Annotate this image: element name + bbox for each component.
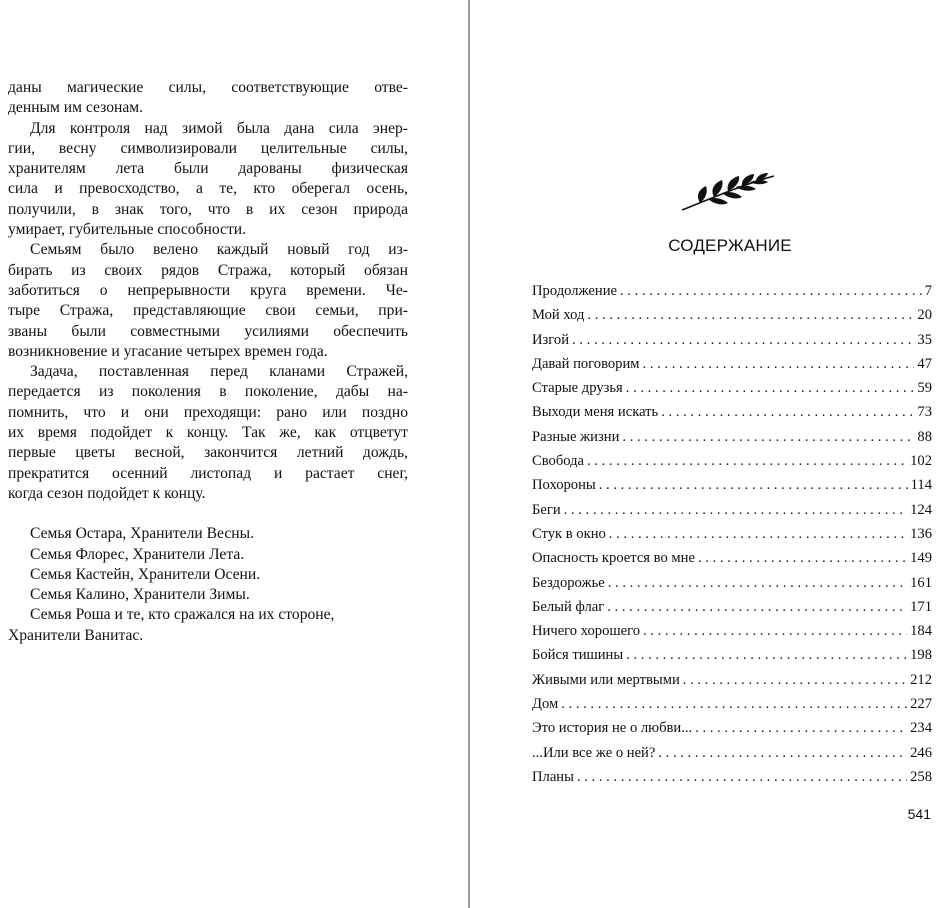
text-line: Семьям было велено каждый новый год из- [30, 241, 408, 259]
toc-dot-leader [695, 720, 907, 737]
toc-entry-title: ...Или все же о ней? [532, 744, 656, 761]
toc-entry-page: 184 [910, 623, 932, 640]
toc-entry-page: 59 [917, 380, 932, 397]
text-line: прекратится осенний листопад и растает снег, [8, 464, 408, 482]
page-gutter-divider [468, 0, 470, 908]
family-line: Семья Кастейн, Хранители Осени. [30, 565, 261, 583]
toc-entry-page: 212 [910, 671, 932, 688]
toc-dot-leader [626, 380, 915, 397]
text-line: бирать из своих рядов Стража, который обязан [8, 261, 408, 279]
toc-dot-leader [643, 623, 907, 640]
text-line: сила и превосходство, а те, кто оберегал осень, [8, 180, 408, 198]
text-line: получили, в знак того, что в их сезон природа [8, 200, 408, 218]
toc-entry-page: 149 [910, 550, 932, 567]
toc-entry-title: Планы [532, 768, 574, 785]
text-line: заботиться о непрерывности круга времени. Че- [8, 281, 408, 299]
toc-entry [532, 404, 932, 428]
toc-entry-page: 102 [910, 453, 932, 470]
toc-entry [532, 623, 932, 647]
toc-entry-page: 198 [910, 647, 932, 664]
toc-dot-leader [661, 404, 914, 421]
toc-entry-page: 88 [917, 428, 932, 445]
toc-entry-title: Живыми или мертвыми [532, 671, 680, 688]
toc-entry-title: Бойся тишины [532, 647, 624, 664]
toc-entry [532, 672, 932, 696]
toc-entry [532, 647, 932, 671]
toc-entry-title: Ничего хорошего [532, 623, 640, 640]
toc-dot-leader [607, 599, 907, 616]
toc-entry [532, 720, 932, 744]
toc-entry-page: 258 [910, 768, 932, 785]
paragraph [8, 362, 408, 504]
toc-entry-title: Опасность кроется во мне [532, 550, 695, 567]
toc-dot-leader [609, 526, 907, 543]
toc-title: СОДЕРЖАНИЕ [668, 236, 792, 255]
text-line: хранителям лета были дарованы физическая [8, 160, 408, 178]
toc-dot-leader [626, 647, 907, 664]
family-line: Семья Остара, Хранители Весны. [30, 525, 254, 543]
toc-entry-title: Выходи меня искать [532, 404, 659, 421]
toc-entry [532, 575, 932, 599]
toc-entry [532, 356, 932, 380]
toc-entry-page: 227 [910, 696, 932, 713]
toc-entry [532, 429, 932, 453]
toc-dot-leader [587, 307, 914, 324]
text-line: умирает, губительные способности. [8, 221, 247, 239]
toc-entry-page: 114 [910, 477, 932, 494]
toc-entry-page: 7 [924, 283, 932, 299]
text-line: Задача, поставленная перед кланами Стражей, [30, 363, 408, 381]
toc-entry [532, 550, 932, 574]
body-text [8, 78, 408, 504]
toc-entry-page: 124 [910, 501, 932, 518]
toc-entry [532, 526, 932, 550]
toc-entry-title: Бездорожье [532, 574, 605, 591]
family-list [8, 524, 408, 646]
toc-entry-page: 73 [917, 404, 932, 421]
family-line: Семья Калино, Хранители Зимы. [30, 586, 250, 604]
toc-entry-page: 35 [917, 331, 932, 348]
text-line: званы были совместными усилиями обеспечить [8, 322, 408, 340]
toc-dot-leader [599, 477, 908, 494]
toc-entry [532, 453, 932, 477]
toc-entry [532, 307, 932, 331]
toc-entry [532, 332, 932, 356]
toc-entry [532, 283, 932, 307]
toc-entry-page: 161 [910, 574, 932, 591]
toc-entry-title: Старые друзья [532, 380, 623, 397]
toc-dot-leader [622, 429, 914, 446]
toc-dot-leader [683, 672, 907, 689]
toc-entry-title: Продолжение [532, 283, 617, 299]
page-number: 541 [907, 806, 931, 822]
toc-dot-leader [561, 696, 907, 713]
toc-entry [532, 380, 932, 404]
toc-entry-title: Свобода [532, 453, 585, 470]
leaf-branch-icon [678, 170, 778, 216]
toc-entry-page: 171 [910, 598, 932, 615]
text-line: помнить, что и они преходящи: рано или поздно [8, 403, 408, 421]
toc-entry-page: 234 [910, 720, 932, 737]
paragraph [8, 78, 408, 119]
toc-entry-title: Дом [532, 696, 559, 713]
paragraph [8, 240, 408, 362]
toc-dot-leader [698, 550, 907, 567]
toc-entry-title: Это история не о любви... [532, 720, 693, 737]
toc-dot-leader [658, 745, 907, 762]
toc-entry-title: Разные жизни [532, 428, 620, 445]
toc-entry-page: 136 [910, 525, 932, 542]
toc-dot-leader [620, 283, 922, 300]
left-page-text [8, 78, 408, 646]
toc-entry-title: Стук в окно [532, 525, 606, 542]
toc-entry [532, 696, 932, 720]
toc-entry-page: 246 [910, 744, 932, 761]
toc-dot-leader [608, 575, 907, 592]
text-line: Для контроля над зимой была дана сила энер- [30, 119, 408, 137]
toc-entry-page: 20 [917, 307, 932, 324]
text-line: первые цветы весной, закончится летний дождь, [8, 444, 408, 462]
text-line: когда сезон подойдет к концу. [8, 484, 206, 502]
family-line: Семья Роша и те, кто сражался на их стороне, [30, 606, 335, 624]
toc-dot-leader [643, 356, 915, 373]
toc-entry-title: Изгой [532, 331, 570, 348]
text-line: тыре Стража, представляющие свои семьи, при- [8, 302, 408, 320]
toc-dot-leader [587, 453, 907, 470]
text-line: денным им сезонам. [8, 99, 144, 117]
table-of-contents [532, 283, 932, 793]
toc-entry-title: Мой ход [532, 307, 585, 324]
family-line: Семья Флорес, Хранители Лета. [30, 545, 245, 563]
text-line: возникновение и угасание четырех времен года. [8, 342, 328, 360]
toc-entry [532, 599, 932, 623]
toc-entry [532, 502, 932, 526]
toc-dot-leader [577, 769, 907, 786]
text-line: даны магические силы, соответствующие отве- [8, 79, 408, 96]
toc-entry [532, 769, 932, 793]
toc-entry-title: Давай поговорим [532, 355, 640, 372]
text-line: гии, весну символизировали целительные силы, [8, 139, 408, 157]
family-line: Хранители Ванитас. [8, 626, 144, 644]
toc-entry-title: Белый флаг [532, 598, 605, 615]
toc-entry [532, 745, 932, 769]
toc-entry-title: Беги [532, 501, 561, 518]
toc-entry [532, 477, 932, 501]
text-line: их время подойдет к концу. Так же, как отцветут [8, 424, 408, 442]
toc-dot-leader [564, 502, 907, 519]
toc-entry-page: 47 [917, 355, 932, 372]
paragraph [8, 119, 408, 241]
toc-entry-title: Похороны [532, 477, 596, 494]
text-line: передается из поколения в поколение, дабы на- [8, 383, 408, 401]
toc-dot-leader [572, 332, 914, 349]
